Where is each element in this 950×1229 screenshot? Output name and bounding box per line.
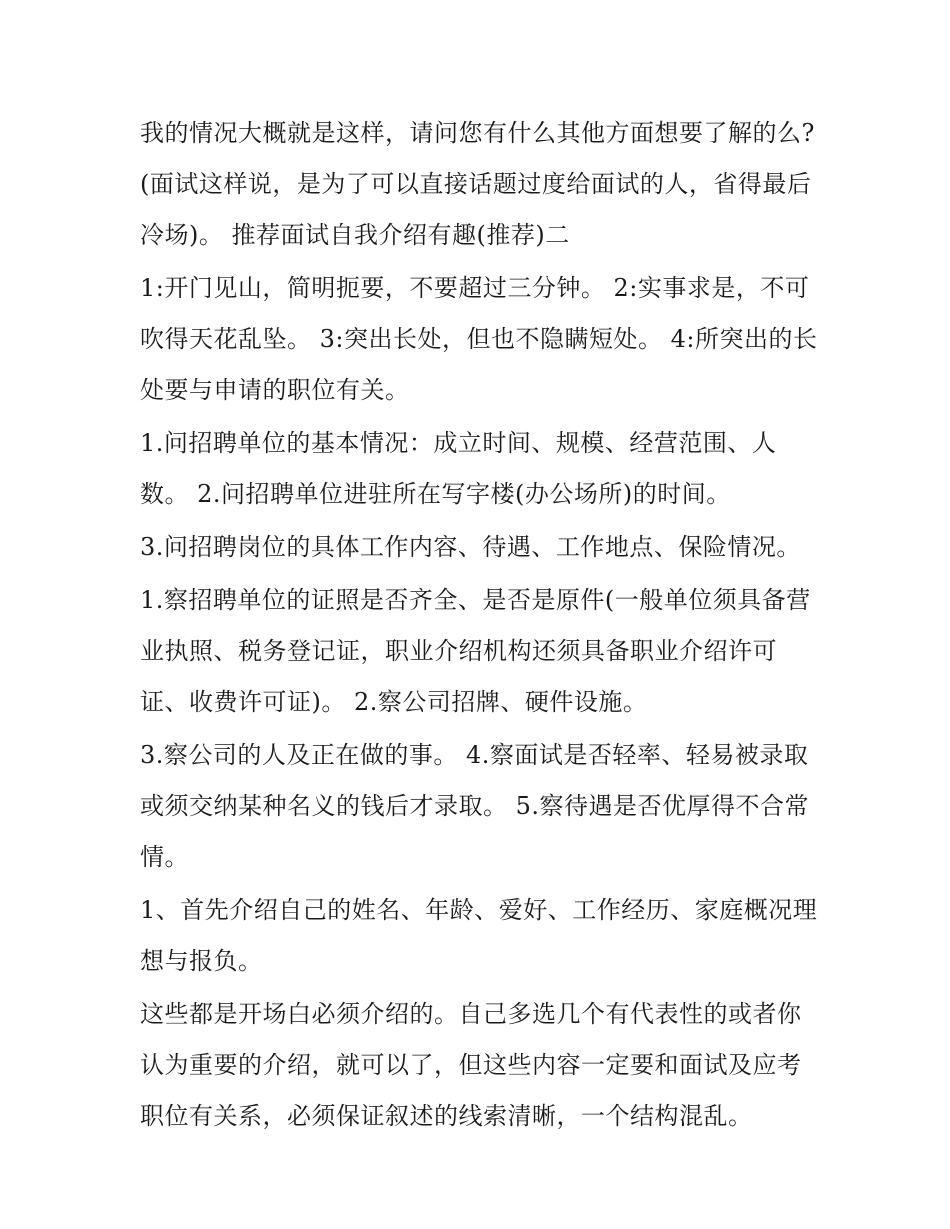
paragraph-self-intro-basics: 1、首先介绍自己的姓名、年龄、爱好、工作经历、家庭概况理想与报负。: [140, 896, 818, 975]
paragraph-opening-remarks: 这些都是开场白必须介绍的。自己多选几个有代表性的或者你认为重要的介绍，就可以了，但这些内容一定要和面试及应考职位有关系，必须保证叙述的线索清晰，一个结构混乱。: [140, 1000, 802, 1130]
paragraph-check-company-people: 3.察公司的人及正在做的事。 4.察面试是否轻率、轻易被录取或须交纳某种名义的钱后才录取。 5.察待遇是否优厚得不合常情。: [140, 741, 810, 871]
document-body: [140, 108, 820, 1144]
paragraph-check-licenses: 1.察招聘单位的证照是否齐全、是否是原件(一般单位须具备营业执照、税务登记证，职业介绍机构还须具备职业介绍许可证、收费许可证)。 2.察公司招牌、硬件设施。: [140, 586, 811, 716]
paragraph-intro-principles: 1:开门见山，简明扼要，不要超过三分钟。 2:实事求是，不可吹得天花乱坠。 3:突出长处，但也不隐瞒短处。 4:所突出的长处要与申请的职位有关。: [140, 274, 818, 404]
paragraph-ask-company-basics: 1.问招聘单位的基本情况：成立时间、规模、经营范围、人数。 2.问招聘单位进驻所在写字楼(办公场所)的时间。: [140, 429, 777, 508]
paragraph-ask-job-details: 3.问招聘岗位的具体工作内容、待遇、工作地点、保险情况。: [140, 533, 801, 561]
paragraph-closing-question: 我的情况大概就是这样，请问您有什么其他方面想要了解的么?(面试这样说，是为了可以直接话题过度给面试的人，省得最后冷场)。 推荐面试自我介绍有趣(推荐)二: [140, 119, 815, 249]
